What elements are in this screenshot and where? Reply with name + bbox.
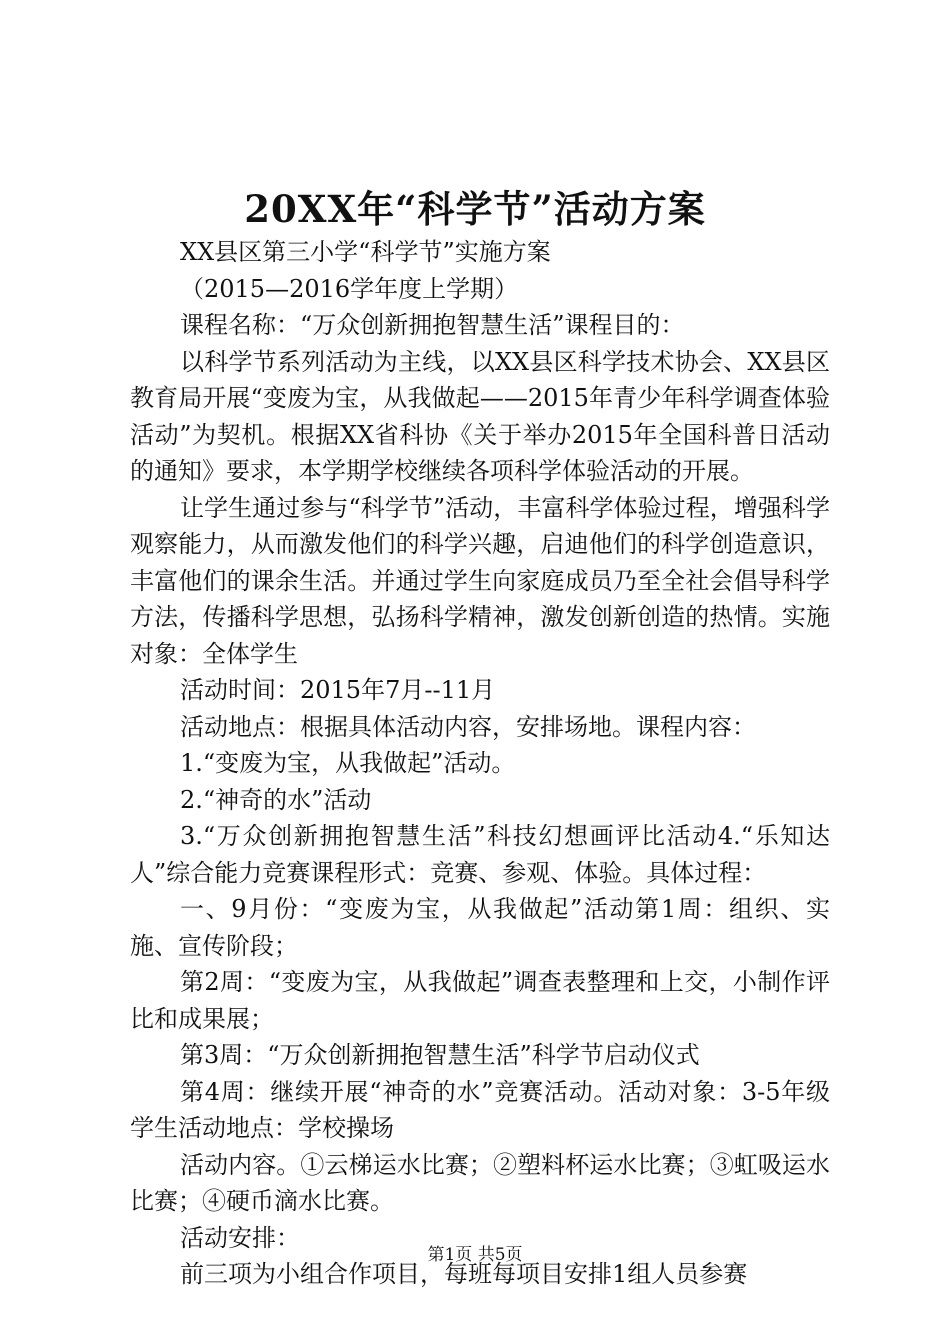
paragraph-school-plan: XX县区第三小学“科学节”实施方案 <box>180 238 551 266</box>
document-body <box>130 234 830 1293</box>
paragraph-course-name: 课程名称：“万众创新拥抱智慧生活”课程目的： <box>180 311 685 339</box>
paragraph-week-3: 第3周：“万众创新拥抱智慧生活”科学节启动仪式 <box>180 1041 700 1069</box>
paragraph-week-2: 第2周：“变废为宝，从我做起”调查表整理和上交，小制作评比和成果展； <box>130 968 830 1033</box>
paragraph-activity-arrangement: 活动安排： <box>180 1223 300 1252</box>
paragraph-item-2: 2.“神奇的水”活动 <box>180 785 372 814</box>
paragraph-activity-time: 活动时间：2015年7月--11月 <box>180 676 496 704</box>
paragraph-week-4: 第4周：继续开展“神奇的水”竞赛活动。活动对象：3-5年级学生活动地点：学校操场 <box>130 1077 830 1142</box>
paragraph-item-1: 1.“变废为宝，从我做起”活动。 <box>180 749 516 777</box>
paragraph-september: 一、9月份：“变废为宝，从我做起”活动第1周：组织、实施、宣传阶段； <box>130 895 830 960</box>
paragraph-purpose-1: 以科学节系列活动为主线，以XX县区科学技术协会、XX县区教育局开展“变废为宝，从我做起——2015年青少年科学调查体验活动”为契机。根据XX省科协《关于举办2015年全国科普日活动的通知》要求，本学期学校继续各项科学体验活动的开展。 <box>130 347 830 485</box>
paragraph-item-3-4: 3.“万众创新拥抱智慧生活”科技幻想画评比活动4.“乐知达人”综合能力竞赛课程形式：竞赛、参观、体验。具体过程： <box>130 822 830 887</box>
paragraph-purpose-2: 让学生通过参与“科学节”活动，丰富科学体验过程，增强科学观察能力，从而激发他们的科学兴趣，启迪他们的科学创造意识，丰富他们的课余生活。并通过学生向家庭成员乃至全社会倡导科学方法，传播科学思想，弘扬科学精神，激发创新创造的热情。实施对象：全体学生 <box>130 493 830 668</box>
paragraph-activity-location: 活动地点：根据具体活动内容，安排场地。课程内容： <box>180 712 756 741</box>
paragraph-activity-content: 活动内容。①云梯运水比赛；②塑料杯运水比赛；③虹吸运水比赛；④硬币滴水比赛。 <box>130 1150 830 1215</box>
document-title: 20XX年“科学节”活动方案 <box>244 187 706 231</box>
paragraph-team-projects: 前三项为小组合作项目，每班每项目安排1组人员参赛 <box>180 1260 748 1288</box>
page-number-footer: 第1页 共5页 <box>427 1245 523 1265</box>
paragraph-school-year: （2015—2016学年度上学期） <box>180 274 519 303</box>
